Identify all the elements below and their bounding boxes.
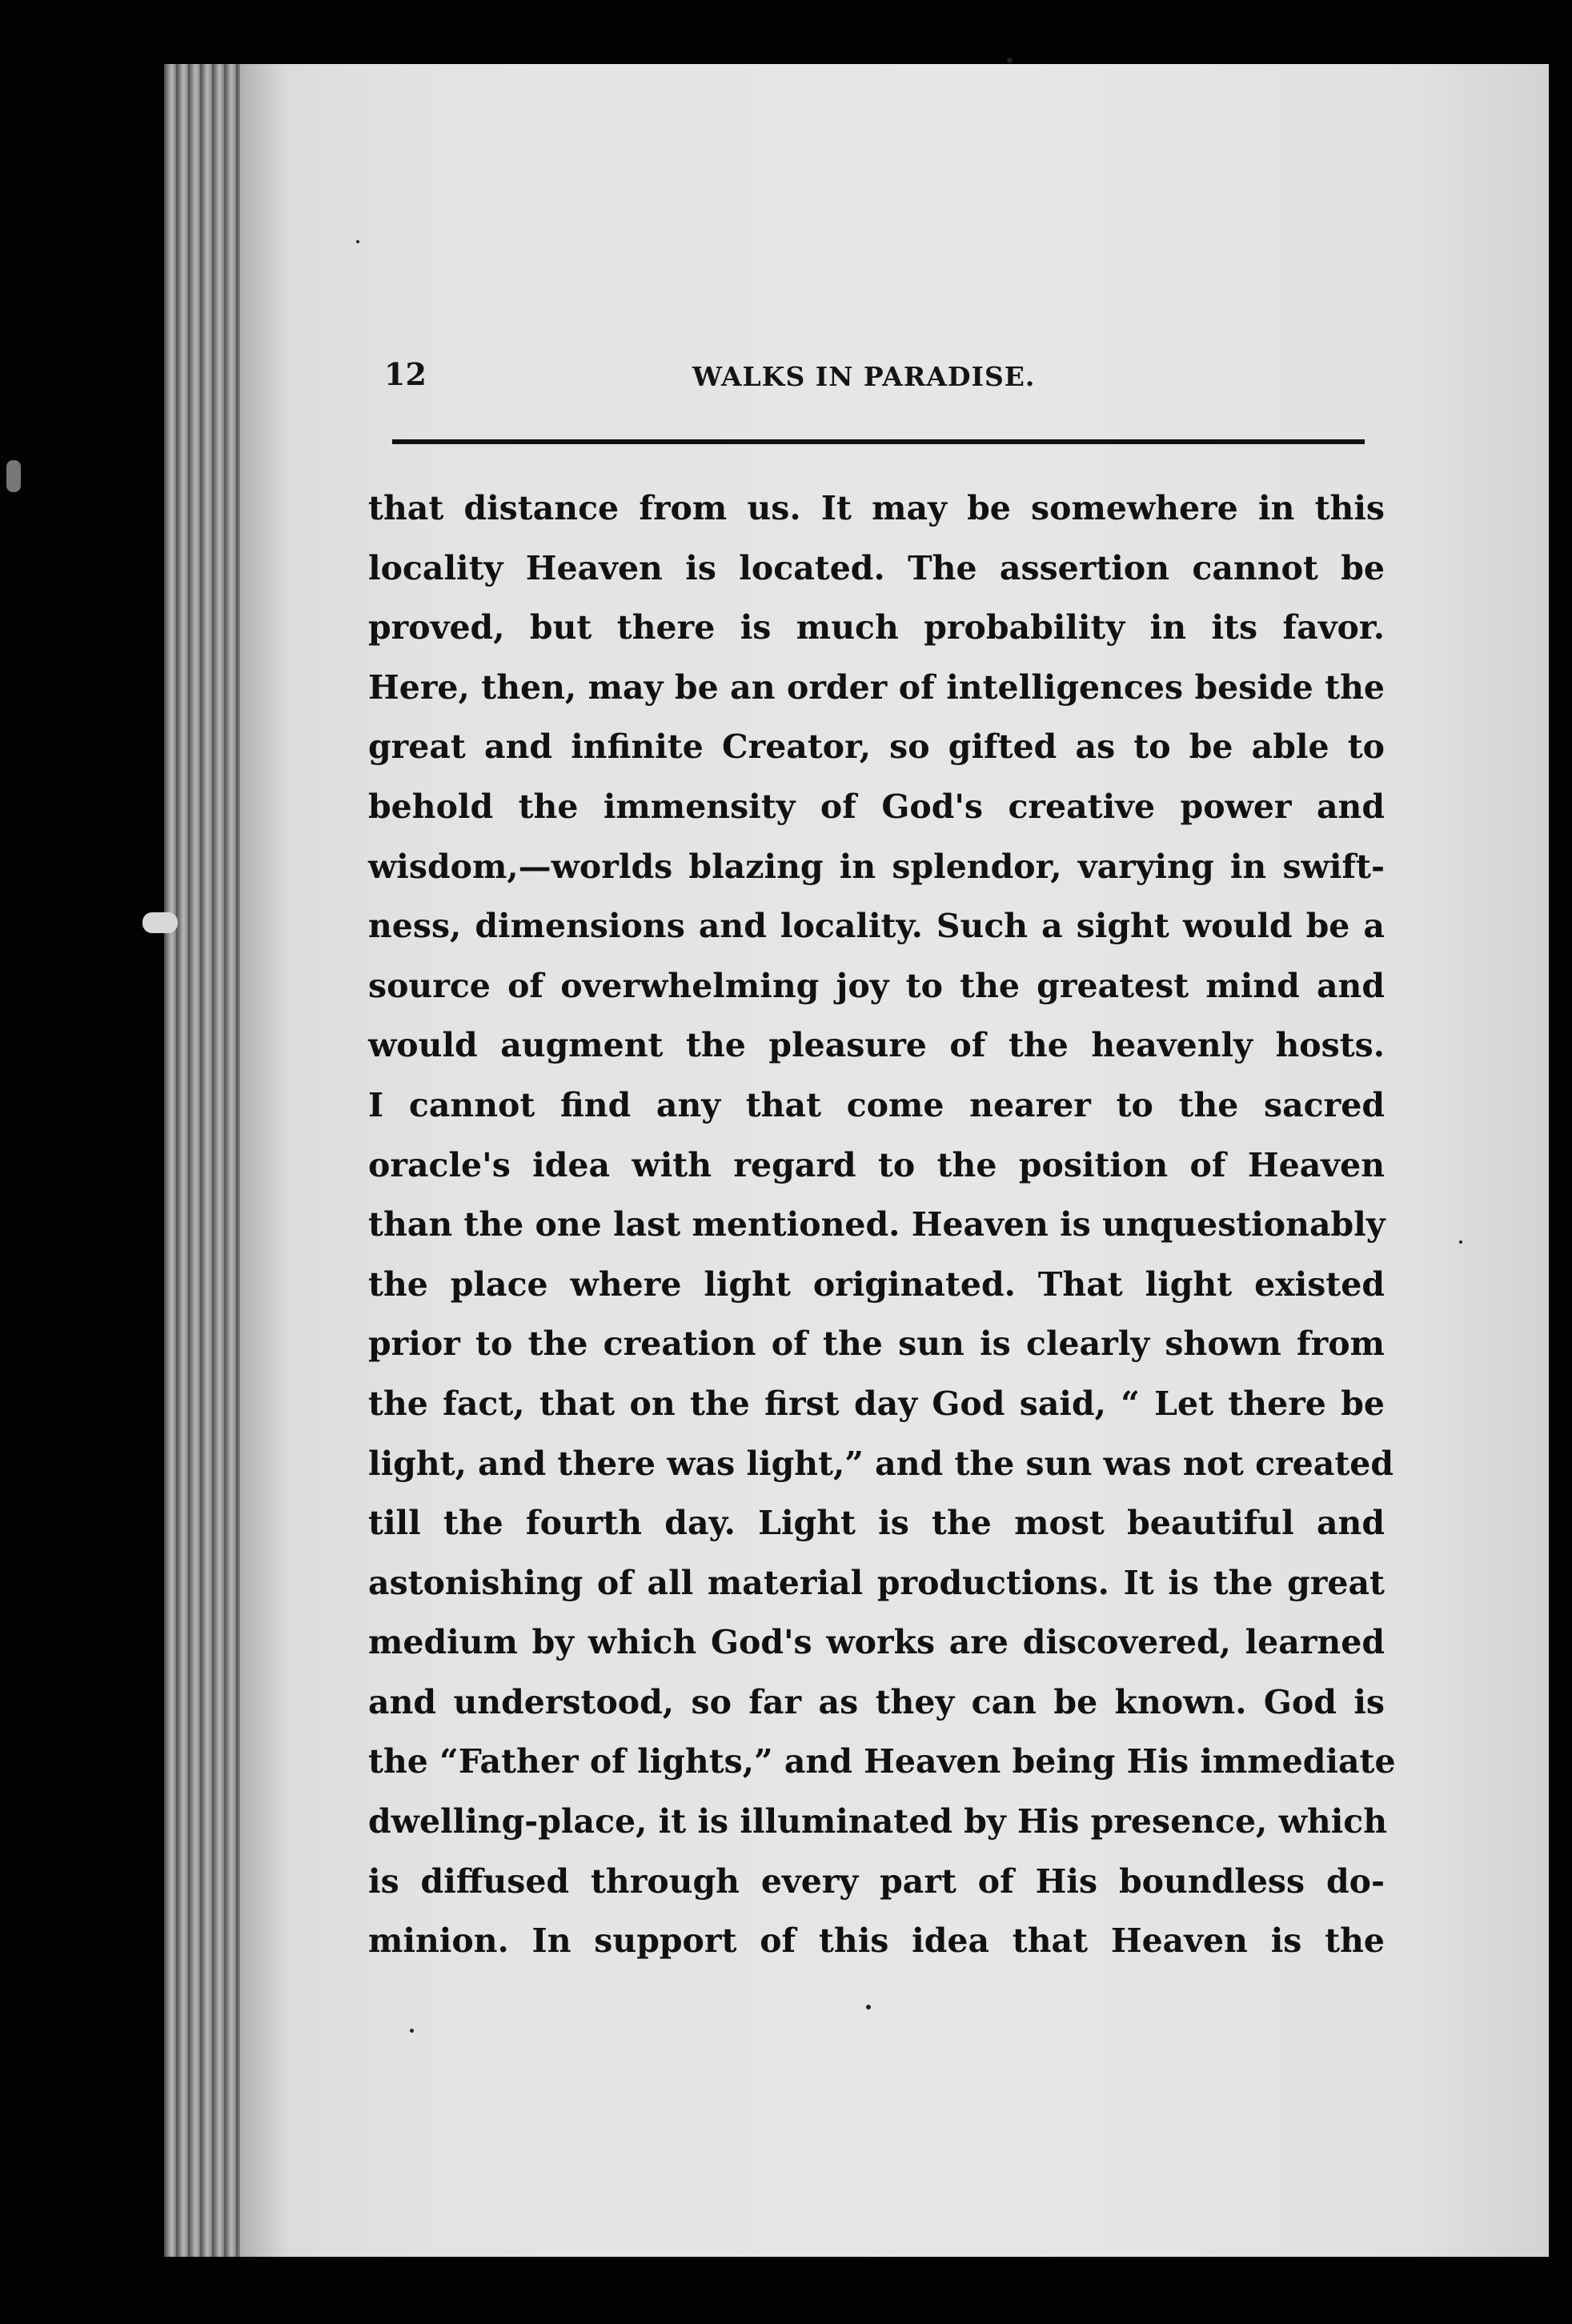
page-gutter (164, 64, 240, 2257)
scan-speck (410, 2029, 414, 2033)
page-header (384, 356, 1373, 404)
text-line: astonishing of all material productions. It is the great (368, 1563, 1385, 1602)
text-line: source of overwhelming joy to the greatest mind and (368, 966, 1385, 1005)
scan-speck (1459, 1240, 1462, 1244)
text-line: proved, but there is much probability in its favor. (368, 608, 1385, 647)
body-text (368, 479, 1396, 1971)
scan-edge-mark (142, 912, 178, 933)
text-line: would augment the pleasure of the heavenly hosts. (368, 1026, 1385, 1065)
scan-speck (866, 2005, 871, 2009)
text-line: medium by which God's works are discovered, learned (368, 1623, 1385, 1662)
text-line: locality Heaven is located. The assertion cannot be (368, 548, 1385, 587)
text-line: minion. In support of this idea that Heaven is the (368, 1921, 1385, 1961)
text-line: is diffused through every part of His boundless do- (368, 1861, 1385, 1901)
text-line: great and infinite Creator, so gifted as to be able to (368, 727, 1385, 767)
text-line: I cannot find any that come nearer to the sacred (368, 1085, 1385, 1124)
text-line: till the fourth day. Light is the most beautiful and (368, 1504, 1385, 1543)
text-line: and understood, so far as they can be known. God is (368, 1682, 1385, 1721)
scan-edge-mark (6, 460, 21, 492)
text-line: wisdom,—worlds blazing in splendor, varying in swift- (368, 847, 1385, 886)
text-line: Here, then, may be an order of intelligences beside the (368, 667, 1385, 707)
text-line: prior to the creation of the sun is clearly shown from (368, 1324, 1385, 1364)
scan-speck (1007, 58, 1013, 63)
text-line: ness, dimensions and locality. Such a sight would be a (368, 907, 1385, 946)
text-line: light, and there was light,” and the sun was not created (368, 1444, 1394, 1483)
text-line: the “Father of lights,” and Heaven being His immediate (368, 1742, 1396, 1781)
gutter-shadow (240, 64, 288, 2257)
page-number: 12 (384, 356, 427, 392)
text-line: the fact, that on the first day God said, “ Let there be (368, 1384, 1385, 1423)
scan-speck (356, 240, 359, 243)
text-line: than the one last mentioned. Heaven is unquestionably (368, 1205, 1386, 1244)
text-line: that distance from us. It may be somewhere in this (368, 489, 1385, 527)
text-line: oracle's idea with regard to the position of Heaven (368, 1145, 1385, 1184)
text-line: dwelling-place, it is illuminated by His presence, which (368, 1802, 1388, 1841)
text-line: the place where light originated. That light existed (368, 1264, 1385, 1304)
running-head: WALKS IN PARADISE. (692, 361, 1036, 392)
text-line: behold the immensity of God's creative power and (368, 787, 1385, 826)
header-rule (392, 439, 1365, 444)
